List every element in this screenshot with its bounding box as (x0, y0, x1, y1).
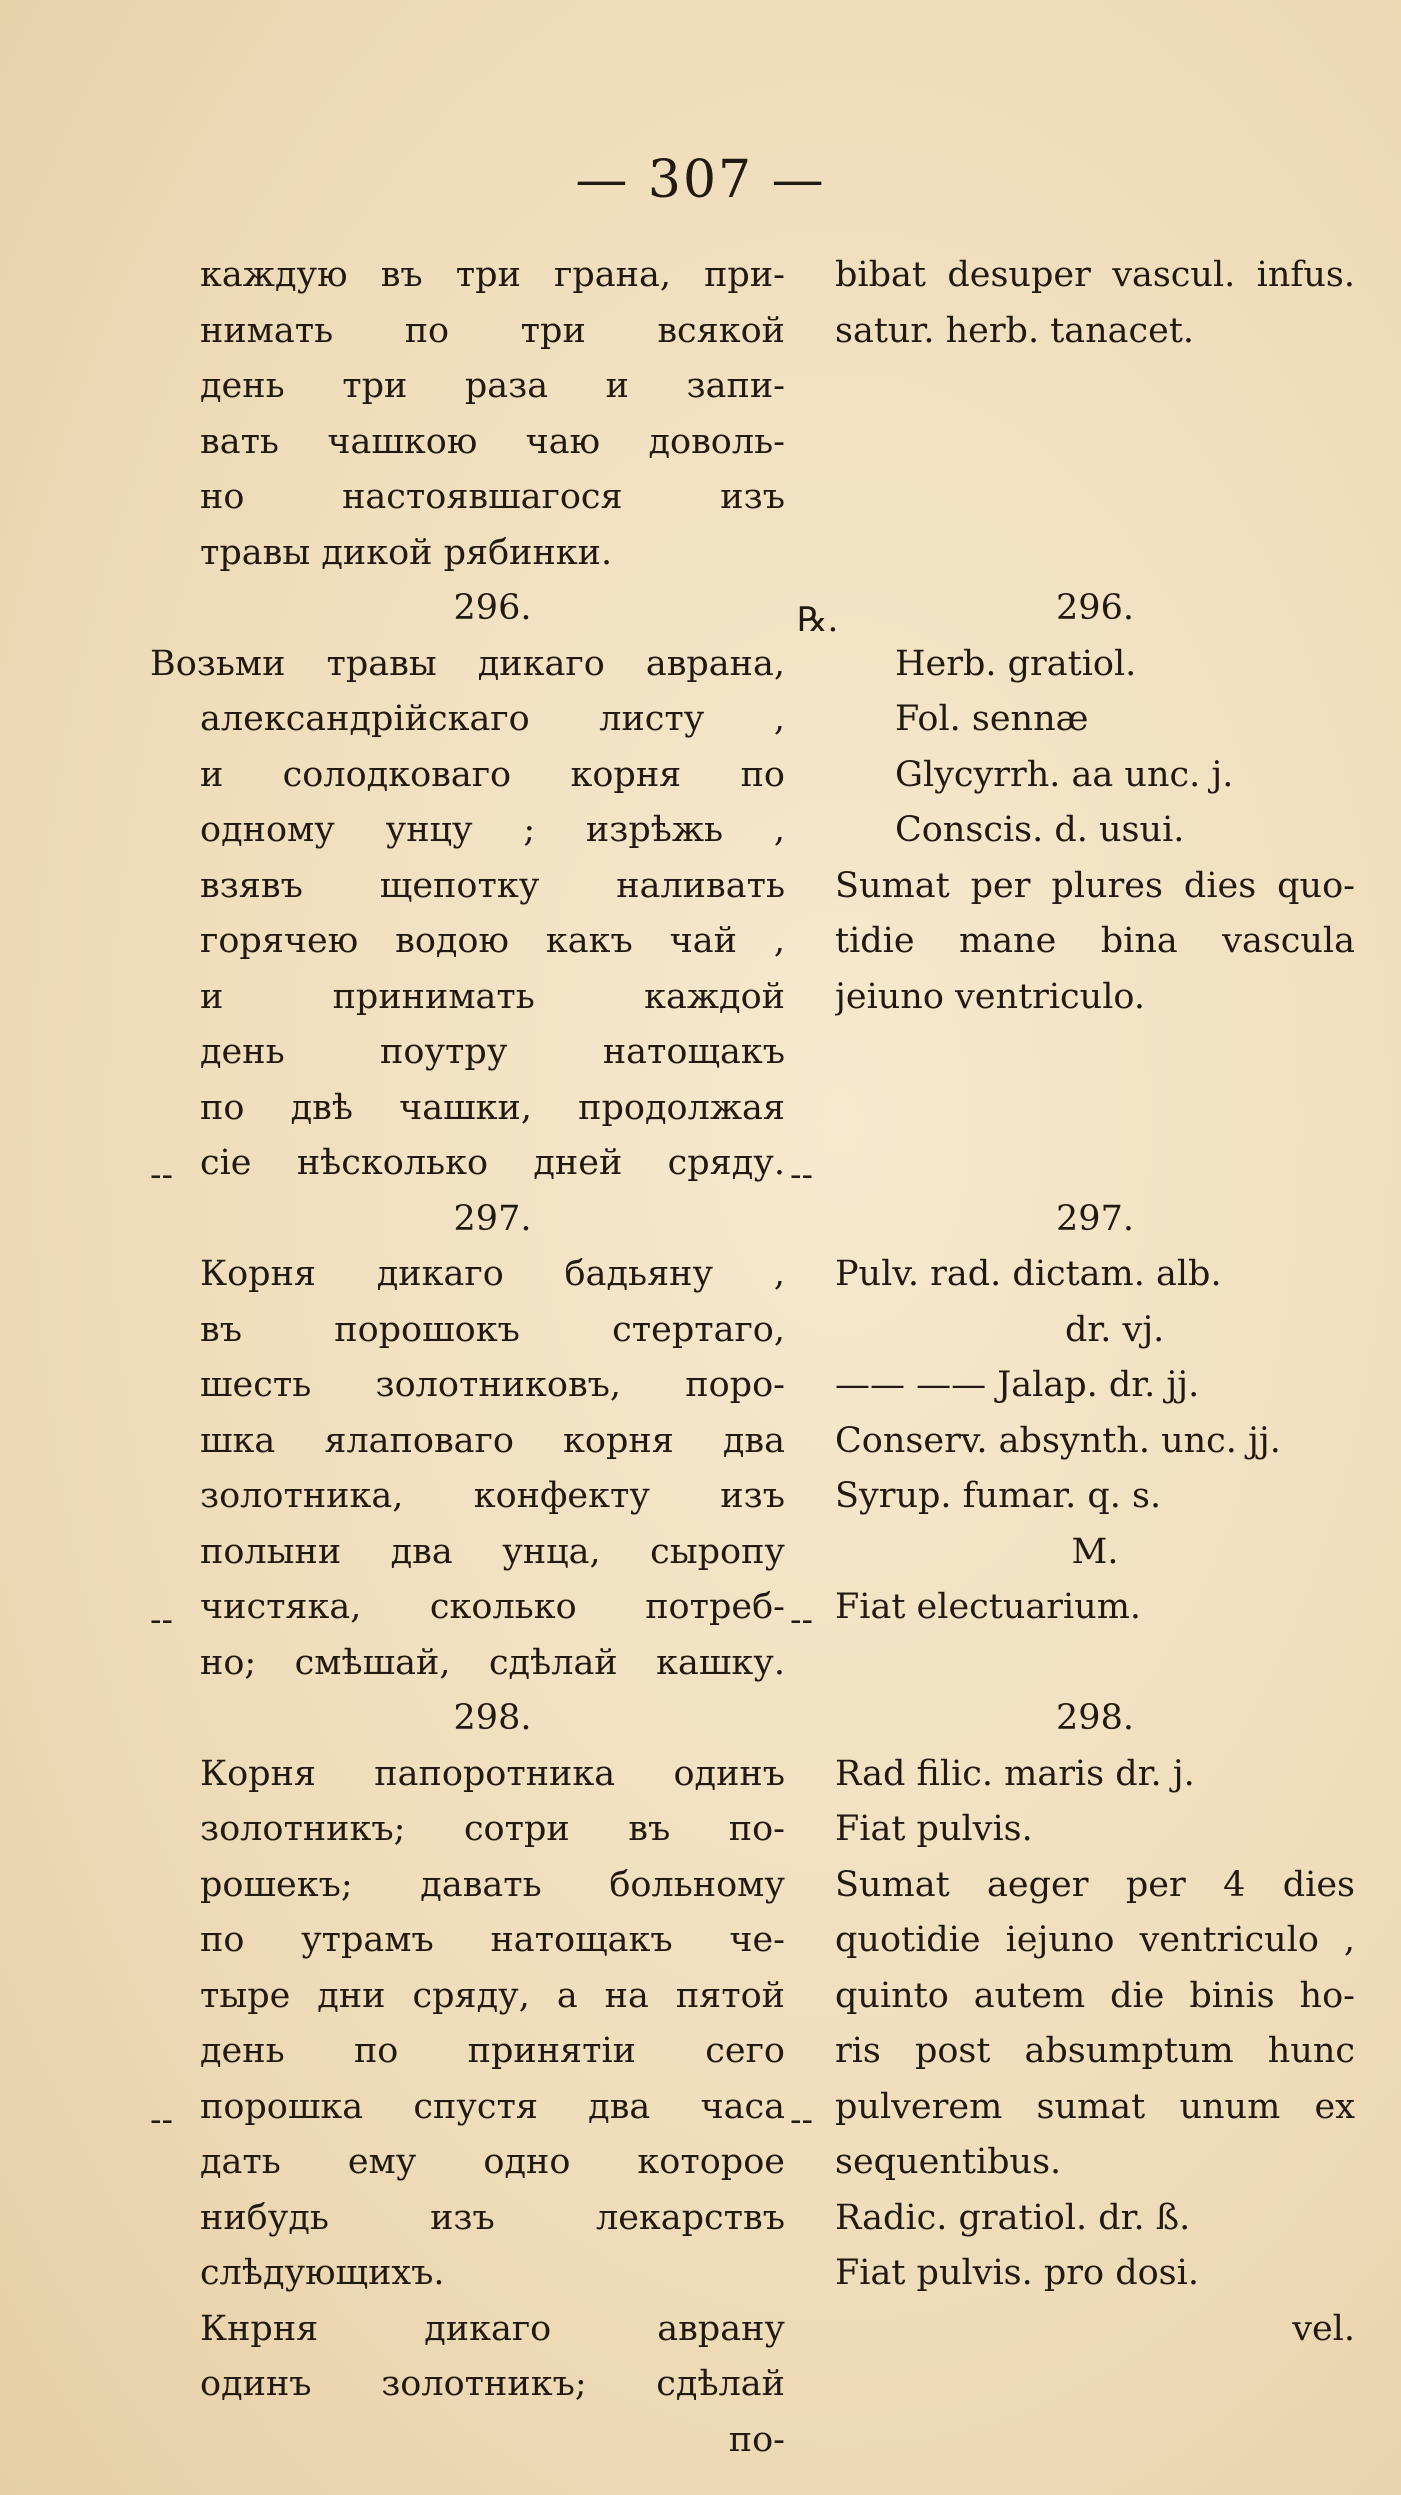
russian-text-line: дать ему одно которое (200, 2142, 785, 2182)
dash-last-right: -- (790, 2100, 813, 2140)
latin-text-line: quotidie iejuno ventriculo , (835, 1920, 1355, 1960)
dash-297-left: -- (150, 1155, 173, 1195)
latin-text-line: Fol. sennæ (895, 699, 1089, 739)
latin-text-line: M. (1071, 1531, 1119, 1572)
latin-blank-line (835, 1081, 1355, 1137)
russian-column (150, 248, 785, 2468)
latin-text-line: Conscis. d. usui. (895, 810, 1185, 850)
latin-text-line: Sumat aeger per 4 dies (835, 1864, 1355, 1905)
latin-column (835, 248, 1355, 2357)
latin-blank-line (835, 470, 1355, 526)
russian-text-line: золотника, конфекту изъ (200, 1476, 785, 1516)
latin-text-line: vel. (1292, 2308, 1355, 2349)
russian-text-line: взявъ щепотку наливать (200, 865, 785, 906)
dash-last-left: -- (150, 2100, 173, 2140)
latin-text-line: pulverem sumat unum ex (835, 2086, 1355, 2127)
russian-text-line: Возьми травы дикаго аврана, (150, 643, 785, 684)
latin-blank-line (835, 1136, 1355, 1192)
russian-text-line: и принимать каждой (200, 976, 785, 1017)
russian-text-line: но настоявшагося изъ (200, 477, 785, 517)
russian-text-line: 296. (453, 588, 532, 628)
latin-blank-line (835, 1025, 1355, 1081)
russian-text-line: сіе нѣсколько дней сряду. (200, 1143, 785, 1183)
russian-text-line: горячею водою какъ чай , (200, 921, 785, 961)
dash-298-right: -- (790, 1600, 813, 1640)
russian-text-line: слѣдующихъ. (200, 2253, 445, 2293)
latin-text-line: Herb. gratiol. (895, 643, 1137, 684)
latin-text-line: Rad filic. maris dr. j. (835, 1753, 1195, 1794)
latin-text-line: Fiat pulvis. pro dosi. (835, 2253, 1199, 2293)
latin-text-line: —— —— Jalap. dr. jj. (835, 1365, 1200, 1405)
russian-text-line: день три раза и запи- (200, 366, 785, 406)
latin-text-line: Radic. gratiol. dr. ß. (835, 2197, 1191, 2238)
russian-text-line: каждую въ три грана, при- (200, 255, 785, 295)
latin-text-line: bibat desuper vascul. infus. (835, 255, 1355, 295)
russian-text-line: по утрамъ натощакъ че- (200, 1920, 785, 1960)
latin-text-line: 296. (1056, 588, 1134, 628)
russian-text-line: но; смѣшай, сдѣлай кашку. (200, 1642, 785, 1683)
russian-text-line: нибудь изъ лекарствъ (200, 2197, 785, 2238)
latin-text-line: tidie mane bina vascula (835, 921, 1355, 961)
russian-text-line: рошекъ; давать больному (200, 1864, 785, 1905)
russian-text-line: шесть золотниковъ, поро- (200, 1365, 785, 1405)
latin-text-line: Glycyrrh. aa unc. j. (895, 754, 1234, 795)
russian-text-line: и солодковаго корня по (200, 754, 785, 795)
russian-text-line: день поутру натощакъ (200, 1032, 785, 1072)
russian-text-line: шка ялаповаго корня два (200, 1420, 785, 1461)
latin-blank-line (835, 1636, 1355, 1692)
russian-text-line: полыни два унца, сыропу (200, 1531, 785, 1572)
latin-text-line: jeiuno ventriculo. (835, 976, 1145, 1017)
latin-text-line: quinto autem die binis ho- (835, 1975, 1355, 2016)
latin-text-line: Sumat per plures dies quo- (835, 865, 1355, 906)
latin-blank-line (835, 359, 1355, 415)
latin-text-line: Syrup. fumar. q. s. (835, 1476, 1162, 1516)
latin-text-line: ris post absumptum hunc (835, 2031, 1355, 2071)
russian-text-line: одинъ золотникъ; сдѣлай (200, 2364, 785, 2404)
latin-text-line: Fiat pulvis. (835, 1809, 1033, 1849)
page-number: — 307 — (575, 150, 826, 210)
russian-text-line: нимать по три всякой (200, 310, 785, 351)
latin-text-line: 298. (1056, 1698, 1134, 1738)
russian-text-line: Корня дикаго бадьяну , (200, 1254, 785, 1294)
latin-text-line: dr. vj. (1065, 1309, 1165, 1350)
latin-text-line: satur. herb. tanacet. (835, 310, 1195, 351)
latin-blank-line (835, 415, 1355, 471)
latin-blank-line (835, 526, 1355, 582)
latin-text-line: Pulv. rad. dictam. alb. (835, 1254, 1222, 1294)
russian-text-line: Кнрня дикаго аврану (200, 2308, 785, 2349)
russian-text-line: александрійскаго листу , (200, 699, 785, 739)
dash-298-left: -- (150, 1600, 173, 1640)
dash-297-right: -- (790, 1155, 813, 1195)
russian-text-line: по двѣ чашки, продолжая (200, 1087, 785, 1128)
latin-text-line: 297. (1056, 1198, 1134, 1239)
latin-text-line: sequentibus. (835, 2142, 1062, 2182)
russian-text-line: тыре дни сряду, а на пятой (200, 1975, 785, 2016)
russian-text-line: порошка спустя два часа (200, 2086, 785, 2127)
russian-text-line: въ порошокъ стертаго, (200, 1309, 785, 1350)
recipe-symbol: ℞. (797, 600, 839, 640)
russian-text-line: день по принятіи сего (200, 2031, 785, 2071)
russian-text-line: одному унцу ; изрѣжь , (200, 810, 785, 850)
russian-text-line: вать чашкою чаю доволь- (200, 421, 785, 462)
russian-text-line: 297. (453, 1198, 532, 1239)
russian-text-line: 298. (453, 1698, 532, 1738)
latin-text-line: Conserv. absynth. unc. jj. (835, 1420, 1281, 1461)
russian-text-line: чистяка, сколько потреб- (200, 1587, 785, 1627)
russian-text-line: травы дикой рябинки. (200, 532, 613, 573)
russian-text-line: золотникъ; сотри въ по- (200, 1809, 785, 1849)
latin-text-line: Fiat electuarium. (835, 1587, 1142, 1627)
russian-text-line: Корня папоротника одинъ (200, 1753, 785, 1794)
russian-text-line: по- (728, 2419, 785, 2460)
